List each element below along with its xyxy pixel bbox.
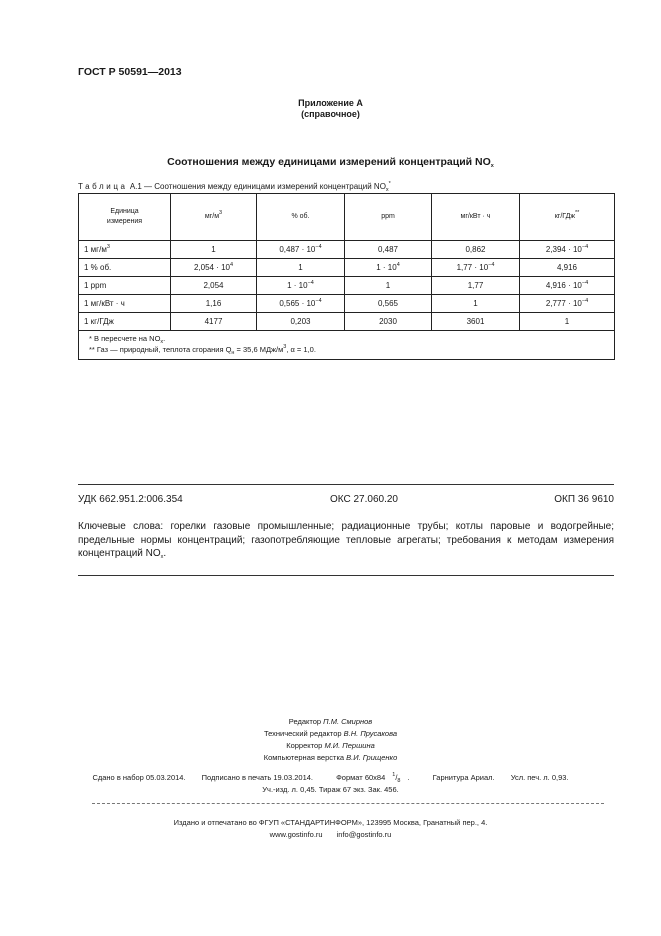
table-row-label: 1 $мг/м^3$ — [79, 241, 171, 259]
credit-editor: Редактор П.М. Смирнов — [288, 717, 373, 726]
table-row — [79, 277, 615, 295]
table-notes-row — [79, 331, 615, 360]
table-note-2: ** Газ — природный, теплота сгорания $Q_н = 35,6$ МДж/$м^3$, α = 1,0. — [89, 344, 316, 356]
okp-code: ОКП 36 9610 — [554, 494, 614, 505]
table-notes — [79, 331, 615, 360]
credit-tech-editor: Технический редактор В.Н. Прусакова — [263, 729, 398, 738]
table-cell: 1,77 — [432, 277, 520, 295]
table-caption-footnote-mark: * — [388, 181, 391, 187]
table-cell: $2,394 \cdot 10^{-4}$ — [520, 241, 615, 259]
table-cell: 1 — [432, 295, 520, 313]
table-header-cell: мг/кВт · ч — [432, 194, 520, 241]
pub-sheets: Усл. печ. л. 0,93. — [510, 773, 569, 782]
table-cell: $2,777 \cdot 10^{-4}$ — [520, 295, 615, 313]
publisher-info — [0, 817, 661, 841]
table-cell: 0,487 — [345, 241, 432, 259]
table-cell: 0,565 — [345, 295, 432, 313]
keywords-end: . — [163, 548, 167, 559]
table-caption-text: А.1 — Соотношения между единицами измерений концентраций NO — [129, 182, 386, 191]
table-cell: 1 — [257, 259, 345, 277]
table-body — [79, 241, 615, 331]
credit-layout: Компьютерная верстка В.И. Грищенко — [263, 753, 398, 762]
pub-sent-date: Сдано в набор 05.03.2014. — [92, 773, 186, 782]
table-row-label: 1 кг/ГДж — [79, 313, 171, 331]
keywords-text: Ключевые слова: горелки газовые промышленные; радиационные трубы; котлы паровые и водогрейные; предельные нормы концентраций; газопотребляющие тепловые агрегаты; требования к методам измерения концентраций NO — [78, 521, 614, 559]
credits — [0, 716, 661, 764]
table-cell: $1,77 \cdot 10^{-4}$ — [432, 259, 520, 277]
udk-code: УДК 662.951.2:006.354 — [78, 494, 183, 505]
table-row-label: 1 ppm — [79, 277, 171, 295]
table-cell: 0,862 — [432, 241, 520, 259]
section-title-text: Соотношения между единицами измерений концентраций NO — [167, 156, 491, 168]
pub-font: Гарнитура Ариал. — [432, 773, 495, 782]
pub-format: Формат 60х84 $^1/_8$ . — [336, 772, 410, 784]
table-row — [79, 295, 615, 313]
table-cell: 3601 — [432, 313, 520, 331]
appendix-note: (справочное) — [301, 109, 360, 119]
publisher-email[interactable]: info@gostinfo.ru — [336, 830, 392, 839]
table-row — [79, 313, 615, 331]
table-cell: $1 \cdot 10^{-4}$ — [257, 277, 345, 295]
table-cell: 2030 — [345, 313, 432, 331]
publisher-contacts — [0, 829, 661, 841]
appendix-heading — [0, 98, 661, 120]
table-header-cell: $мг/м^3$ — [171, 194, 257, 241]
section-title-subscript: x — [490, 163, 494, 169]
table-row-label: 1 мг/кВт · ч — [79, 295, 171, 313]
table-cell: $0,565 \cdot 10^{-4}$ — [257, 295, 345, 313]
table-cell: 1 — [171, 241, 257, 259]
table-header-cell: Единица измерения — [79, 194, 171, 241]
keywords — [78, 520, 614, 561]
table-header-cell: % об. — [257, 194, 345, 241]
table-caption-word: Таблица — [78, 182, 128, 191]
table-caption-subscript: x — [385, 187, 389, 193]
publisher-address: Издано и отпечатано во ФГУП «СТАНДАРТИНФОРМ», 123995 Москва, Гранатный пер., 4. — [173, 818, 488, 827]
conversion-table — [78, 193, 615, 360]
table-cell: 1,16 — [171, 295, 257, 313]
publisher-website[interactable]: www.gostinfo.ru — [269, 830, 323, 839]
table-row-label: 1 % об. — [79, 259, 171, 277]
table-cell: 2,054 — [171, 277, 257, 295]
table-cell: $1 \cdot 10^4$ — [345, 259, 432, 277]
section-title — [0, 156, 661, 168]
table-cell: $4,916 \cdot 10^{-4}$ — [520, 277, 615, 295]
table-note-1: * В пересчете на $NO_x$. — [89, 334, 166, 345]
divider-bottom — [78, 575, 614, 576]
oks-code: ОКС 27.060.20 — [330, 494, 398, 505]
table-row — [79, 259, 615, 277]
publication-info-line-2: Уч.-изд. л. 0,45. Тираж 67 экз. Зак. 456. — [262, 785, 399, 794]
dashed-divider — [92, 803, 604, 804]
document-header: ГОСТ Р 50591—2013 — [78, 66, 182, 78]
table-cell: 1 — [345, 277, 432, 295]
pub-signed-date: Подписано в печать 19.03.2014. — [201, 773, 313, 782]
table-header-row — [79, 194, 615, 241]
table-cell: $0,487 \cdot 10^{-4}$ — [257, 241, 345, 259]
table-header-cell: кг/ГДж** — [520, 194, 615, 241]
credit-corrector: Корректор М.И. Першина — [286, 741, 375, 750]
keywords-subscript: x — [160, 554, 164, 560]
table-cell: 4177 — [171, 313, 257, 331]
appendix-label: Приложение А — [298, 98, 363, 108]
table-header-cell: ppm — [345, 194, 432, 241]
table-caption — [78, 182, 391, 191]
divider-top — [78, 484, 614, 485]
table-cell: 4,916 — [520, 259, 615, 277]
table-cell: $2,054 \cdot 10^4$ — [171, 259, 257, 277]
table-cell: 1 — [520, 313, 615, 331]
table-cell: 0,203 — [257, 313, 345, 331]
table-row — [79, 241, 615, 259]
publication-info-line-1 — [0, 772, 661, 784]
